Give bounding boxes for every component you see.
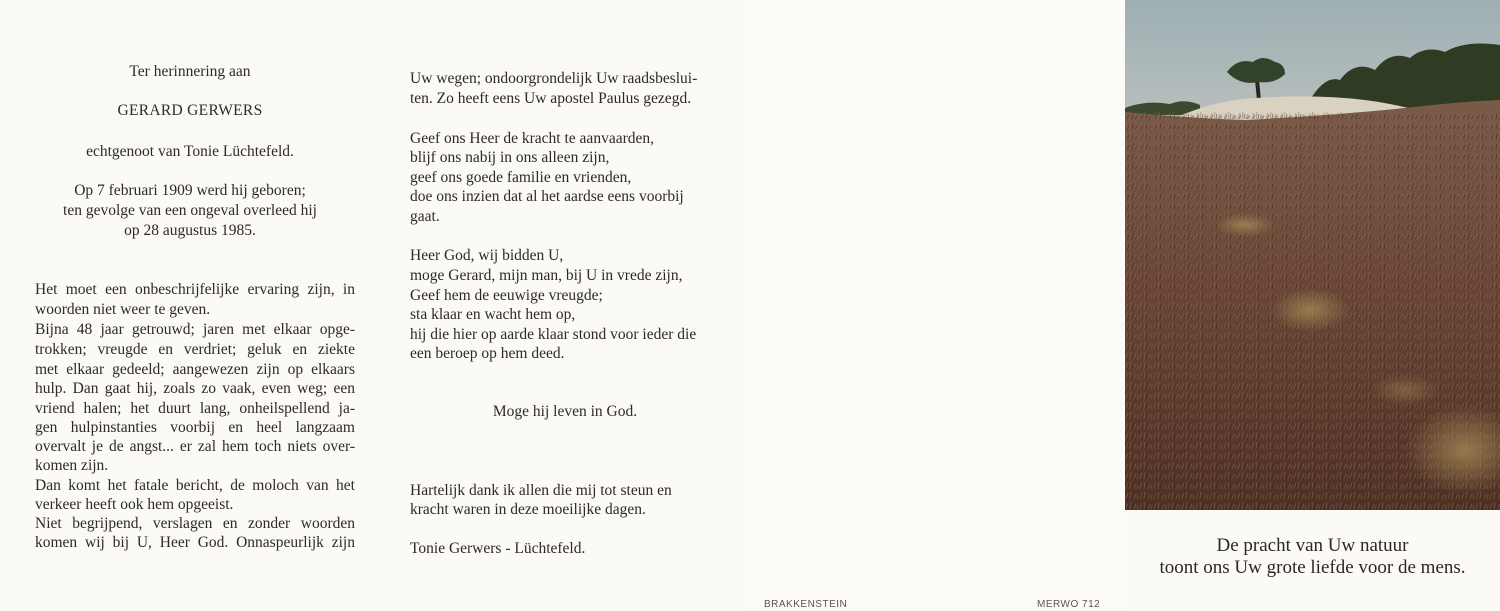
- prayer-line: hij die hier op aarde klaar stond voor ieder die: [410, 326, 697, 343]
- body-line: Het moet een onbeschrijfelijke ervaring zijn, in: [35, 281, 355, 298]
- body-line: komen zijn.: [35, 457, 109, 474]
- intro-text: Ter herinnering aan: [129, 63, 251, 80]
- body-line: woorden niet weer te geven.: [35, 301, 211, 318]
- blessing-line: Moge hij leven in God.: [492, 403, 638, 420]
- deceased-name: GERARD GERWERS: [117, 102, 263, 119]
- spouse-line: echtgenoot van Tonie Lüchtefeld.: [86, 143, 294, 160]
- prayer-line: Geef hem de eeuwige vreugde;: [410, 287, 603, 304]
- prayer-line: sta klaar en wacht hem op,: [410, 306, 576, 323]
- body-line: trokken; vreugde en verdriet; geluk en ziekte: [35, 341, 355, 358]
- thanks-line: kracht waren in deze moeilijke dagen.: [410, 501, 646, 518]
- body-line: gen hulpinstanties voorbij en heel langzaam: [35, 419, 355, 436]
- left-panel: [0, 0, 380, 611]
- heathland-photo: [1125, 0, 1500, 510]
- prayer-line: geef ons goede familie en vrienden,: [410, 169, 632, 186]
- printer-imprint: BRAKKENSTEIN: [764, 599, 848, 610]
- photo-caption-line: De pracht van Uw natuur: [1216, 535, 1409, 556]
- thanks-line: Hartelijk dank ik allen die mij tot steun en: [410, 482, 672, 499]
- body-line: verkeer heeft ook hem opgeeist.: [35, 496, 234, 513]
- body-line: overvalt je de angst... er zal hem toch niets over-: [35, 438, 355, 455]
- blank-panel: [750, 0, 1125, 611]
- body-line: Bijna 48 jaar getrouwd; jaren met elkaar opge-: [35, 321, 355, 338]
- signature: Tonie Gerwers - Lüchtefeld.: [410, 540, 586, 557]
- photo-caption-line: toont ons Uw grote liefde voor de mens.: [1159, 557, 1466, 578]
- print-code: MERWO 712: [1037, 599, 1101, 610]
- prayer-line: ten. Zo heeft eens Uw apostel Paulus gezegd.: [410, 90, 692, 107]
- prayer-line: Uw wegen; ondoorgrondelijk Uw raadsbeslui-: [410, 70, 698, 87]
- body-line: hulp. Dan gaat hij, zoals zo vaak, even weg; een: [35, 380, 355, 397]
- prayer-line: moge Gerard, mijn man, bij U in vrede zijn,: [410, 267, 683, 284]
- prayer-line: doe ons inzien dat al het aardse eens voorbij: [410, 188, 684, 205]
- prayer-line: gaat.: [410, 208, 440, 225]
- body-line: vriend halen; het duurt lang, onheilspellend ja-: [35, 400, 355, 417]
- prayer-line: Geef ons Heer de kracht te aanvaarden,: [410, 130, 654, 147]
- body-line: komen wij bij U, Heer God. Onnaspeurlijk zijn: [35, 534, 355, 551]
- body-line: met elkaar gedeeld; aangewezen zijn op elkaars: [35, 361, 355, 378]
- body-line: Dan komt het fatale bericht, de moloch van het: [35, 477, 355, 494]
- heathland-landscape-image: [1125, 0, 1500, 510]
- prayer-line: blijf ons nabij in ons alleen zijn,: [410, 149, 610, 166]
- middle-panel: [380, 0, 750, 611]
- prayer-line: een beroep op hem deed.: [410, 345, 565, 362]
- prayer-line: Heer God, wij bidden U,: [410, 247, 564, 264]
- body-line: Niet begrijpend, verslagen en zonder woorden: [35, 515, 355, 532]
- dates-line: Op 7 februari 1909 werd hij geboren;: [74, 182, 306, 199]
- dates-line: op 28 augustus 1985.: [124, 222, 256, 239]
- dates-line: ten gevolge van een ongeval overleed hij: [63, 202, 317, 219]
